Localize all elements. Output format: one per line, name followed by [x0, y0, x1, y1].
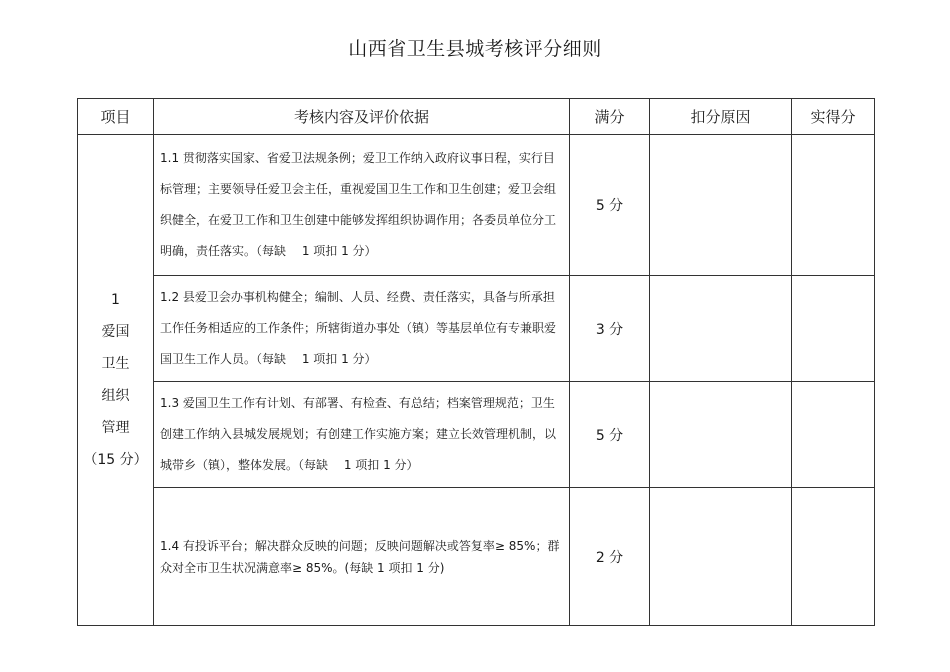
- item-category-cell: [78, 135, 154, 626]
- deduction-reason: [650, 488, 792, 626]
- criteria-content: 1.2 县爱卫会办事机构健全；编制、人员、经费、责任落实，具备与所承担工作任务相适应的工作条件；所辖街道办事处（镇）等基层单位有专兼职爱国卫生工作人员。（每缺 1 项扣 1 分）: [154, 276, 570, 382]
- deduction-reason: [650, 382, 792, 488]
- full-score: 5 分: [570, 382, 650, 488]
- table-row: [78, 135, 875, 276]
- table-header-row: [78, 99, 875, 135]
- document-title: 山西省卫生县城考核评分细则: [348, 38, 602, 60]
- scoring-table: [77, 98, 875, 626]
- item-name-line: 管理: [101, 420, 130, 436]
- actual-score: [792, 488, 875, 626]
- item-name-line: 组织: [101, 388, 130, 404]
- header-item: 项目: [78, 99, 154, 135]
- criteria-content: 1.3 爱国卫生工作有计划、有部署、有检查、有总结；档案管理规范；卫生创建工作纳入县城发展规划；有创建工作实施方案；建立长效管理机制，以城带乡（镇），整体发展。（每缺 1 项扣 1 分）: [154, 382, 570, 488]
- actual-score: [792, 135, 875, 276]
- full-score: 5 分: [570, 135, 650, 276]
- item-name-line: 卫生: [101, 356, 130, 372]
- full-score: 2 分: [570, 488, 650, 626]
- item-name-line: 爱国: [101, 324, 130, 340]
- table-row: [78, 382, 875, 488]
- actual-score: [792, 382, 875, 488]
- full-score: 3 分: [570, 276, 650, 382]
- item-number: 1: [111, 292, 120, 308]
- header-content: 考核内容及评价依据: [154, 99, 570, 135]
- table-row: [78, 488, 875, 626]
- item-points: （15 分）: [83, 452, 148, 468]
- table-row: [78, 276, 875, 382]
- criteria-content: 1.4 有投诉平台；解决群众反映的问题；反映问题解决或答复率≥ 85%；群众对全市卫生状况满意率≥ 85%。(每缺 1 项扣 1 分): [154, 488, 570, 626]
- deduction-reason: [650, 276, 792, 382]
- deduction-reason: [650, 135, 792, 276]
- actual-score: [792, 276, 875, 382]
- header-actual-score: 实得分: [792, 99, 875, 135]
- header-full-score: 满分: [570, 99, 650, 135]
- criteria-content: 1.1 贯彻落实国家、省爱卫法规条例；爱卫工作纳入政府议事日程，实行目标管理；主要领导任爱卫会主任，重视爱国卫生工作和卫生创建；爱卫会组织健全，在爱卫工作和卫生创建中能够发挥组织协调作用；各委员单位分工明确，责任落实。（每缺 1 项扣 1 分）: [154, 135, 570, 276]
- header-deduction-reason: 扣分原因: [650, 99, 792, 135]
